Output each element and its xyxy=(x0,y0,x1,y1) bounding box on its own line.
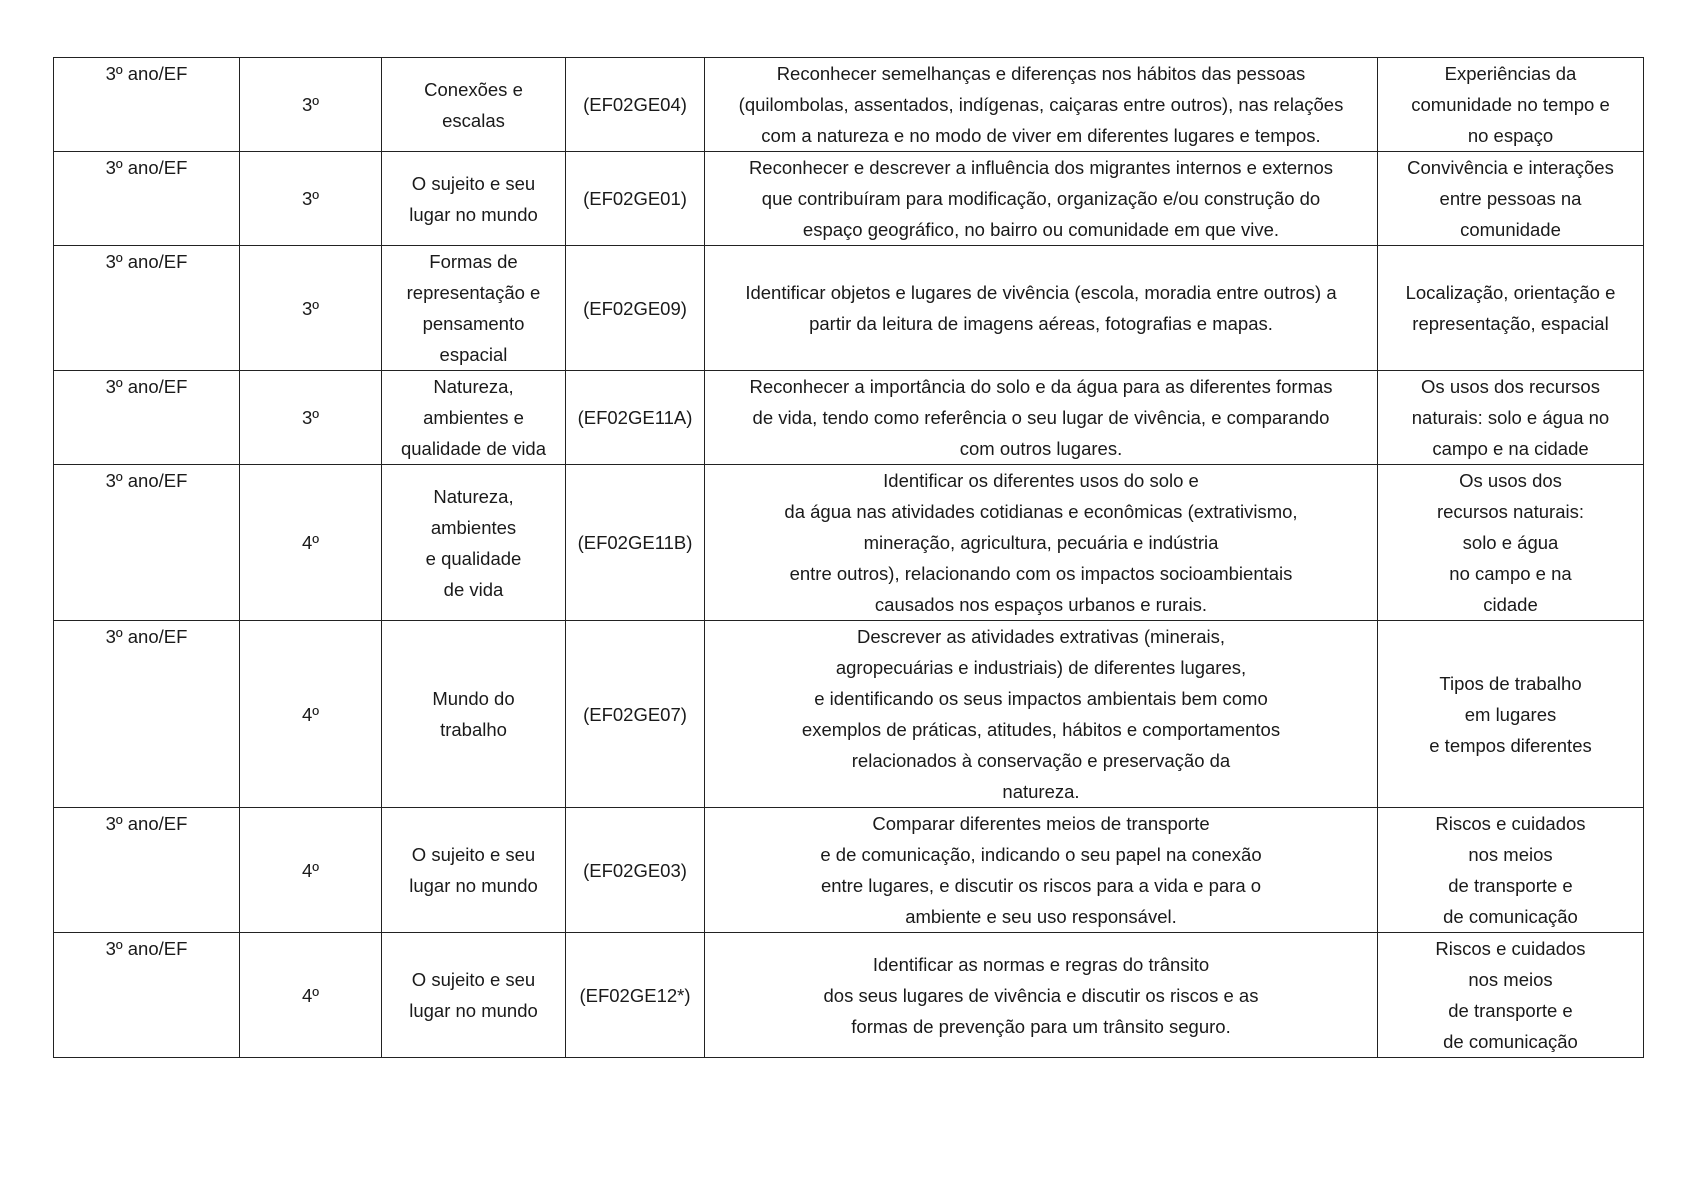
skill-description-line: que contribuíram para modificação, organização e/ou construção do xyxy=(761,188,1321,209)
table-row xyxy=(54,152,1644,246)
year-cell xyxy=(54,371,240,465)
table-row xyxy=(54,808,1644,933)
skill-code-text: (EF02GE07) xyxy=(583,703,687,725)
knowledge-object-line: campo e na cidade xyxy=(1432,438,1589,459)
bimester-cell xyxy=(240,465,382,621)
skill-description-line: exemplos de práticas, atitudes, hábitos e comportamentos xyxy=(801,719,1281,740)
table-row xyxy=(54,465,1644,621)
knowledge-object-line: de transporte e xyxy=(1448,1000,1573,1021)
thematic-unit-line: Mundo do xyxy=(432,688,515,709)
skill-description-line: Identificar os diferentes usos do solo e xyxy=(883,470,1199,491)
skill-code-cell xyxy=(566,58,705,152)
thematic-unit-line: O sujeito e seu xyxy=(411,844,536,865)
bimester-cell xyxy=(240,246,382,371)
skill-description-line: Reconhecer a importância do solo e da água para as diferentes formas xyxy=(749,376,1333,397)
skill-description-line: espaço geográfico, no bairro ou comunidade em que vive. xyxy=(802,219,1280,240)
skill-description-line: dos seus lugares de vivência e discutir os riscos e as xyxy=(823,984,1259,1006)
skill-description-line: entre outros), relacionando com os impactos socioambientais xyxy=(789,563,1293,584)
thematic-unit-line: de vida xyxy=(443,578,504,600)
knowledge-object-line: comunidade no tempo e xyxy=(1411,94,1610,115)
bimester-text: 3º xyxy=(301,188,320,209)
skill-description-line: com outros lugares. xyxy=(959,438,1123,459)
knowledge-object-line: Tipos de trabalho xyxy=(1439,672,1582,694)
skill-code-text: (EF02GE12*) xyxy=(579,984,691,1006)
bimester-cell xyxy=(240,371,382,465)
skill-code-text: (EF02GE11A) xyxy=(577,407,693,428)
bimester-text: 3º xyxy=(301,407,320,428)
thematic-unit-cell xyxy=(382,621,566,808)
thematic-unit-cell xyxy=(382,371,566,465)
skill-description-line: agropecuárias e industriais) de diferentes lugares, xyxy=(835,657,1247,678)
thematic-unit-cell xyxy=(382,58,566,152)
year-text: 3º ano/EF xyxy=(105,63,188,84)
skill-code-text: (EF02GE11B) xyxy=(577,532,693,553)
year-text: 3º ano/EF xyxy=(105,938,188,959)
bimester-text: 4º xyxy=(301,984,320,1006)
skill-code-text: (EF02GE03) xyxy=(583,859,687,881)
thematic-unit-cell xyxy=(382,152,566,246)
thematic-unit-line: Natureza, xyxy=(433,376,514,397)
year-cell xyxy=(54,246,240,371)
knowledge-object-line: no campo e na xyxy=(1449,563,1572,584)
skill-code-text: (EF02GE04) xyxy=(583,94,687,115)
bimester-cell xyxy=(240,621,382,808)
skill-code-cell xyxy=(566,465,705,621)
year-text: 3º ano/EF xyxy=(105,626,188,647)
skill-description-line: relacionados à conservação e preservação da xyxy=(851,750,1231,771)
skill-code-cell xyxy=(566,246,705,371)
skill-description-line: (quilombolas, assentados, indígenas, caiçaras entre outros), nas relações xyxy=(738,94,1344,115)
year-cell xyxy=(54,621,240,808)
knowledge-object-cell xyxy=(1378,465,1644,621)
table-row xyxy=(54,621,1644,808)
thematic-unit-cell xyxy=(382,465,566,621)
bimester-cell xyxy=(240,933,382,1058)
skill-description-line: de vida, tendo como referência o seu lugar de vivência, e comparando xyxy=(752,407,1330,428)
knowledge-object-line: recursos naturais: xyxy=(1436,501,1585,522)
knowledge-object-cell xyxy=(1378,152,1644,246)
skill-description-cell xyxy=(705,371,1378,465)
knowledge-object-line: Os usos dos xyxy=(1459,470,1562,491)
thematic-unit-cell xyxy=(382,246,566,371)
skill-code-cell xyxy=(566,621,705,808)
skill-description-line: e de comunicação, indicando o seu papel na conexão xyxy=(820,844,1262,865)
skill-code-cell xyxy=(566,933,705,1058)
knowledge-object-cell xyxy=(1378,58,1644,152)
year-cell xyxy=(54,152,240,246)
knowledge-object-line: Experiências da xyxy=(1444,63,1577,84)
skill-description-line: com a natureza e no modo de viver em diferentes lugares e tempos. xyxy=(761,125,1321,146)
knowledge-object-line: no espaço xyxy=(1467,125,1554,146)
table-row xyxy=(54,371,1644,465)
skill-description-cell xyxy=(705,152,1378,246)
skill-description-line: da água nas atividades cotidianas e econômicas (extrativismo, xyxy=(784,501,1298,522)
skill-description-cell xyxy=(705,808,1378,933)
thematic-unit-line: qualidade de vida xyxy=(400,438,547,459)
thematic-unit-cell xyxy=(382,808,566,933)
skill-description-line: natureza. xyxy=(1002,781,1080,802)
knowledge-object-line: Riscos e cuidados xyxy=(1435,938,1586,959)
bimester-text: 4º xyxy=(301,532,320,553)
skill-description-cell xyxy=(705,58,1378,152)
skill-description-cell xyxy=(705,465,1378,621)
bimester-cell xyxy=(240,58,382,152)
year-cell xyxy=(54,808,240,933)
knowledge-object-line: em lugares xyxy=(1464,703,1557,725)
knowledge-object-cell xyxy=(1378,371,1644,465)
year-text: 3º ano/EF xyxy=(105,251,188,272)
table-row xyxy=(54,58,1644,152)
skill-code-text: (EF02GE01) xyxy=(583,188,687,209)
skill-code-cell xyxy=(566,371,705,465)
thematic-unit-line: ambientes xyxy=(430,516,517,538)
knowledge-object-line: de transporte e xyxy=(1448,875,1573,896)
bimester-text: 4º xyxy=(301,703,320,725)
thematic-unit-line: ambientes e xyxy=(423,407,524,428)
knowledge-object-line: Riscos e cuidados xyxy=(1435,813,1586,834)
year-text: 3º ano/EF xyxy=(105,376,188,397)
knowledge-object-line: entre pessoas na xyxy=(1439,188,1582,209)
thematic-unit-line: pensamento xyxy=(422,313,525,334)
skill-description-line: e identificando os seus impactos ambientais bem como xyxy=(814,688,1268,709)
thematic-unit-line: trabalho xyxy=(440,719,507,740)
skill-code-cell xyxy=(566,152,705,246)
knowledge-object-cell xyxy=(1378,933,1644,1058)
skill-description-line: formas de prevenção para um trânsito seguro. xyxy=(851,1015,1231,1037)
year-text: 3º ano/EF xyxy=(105,157,188,178)
knowledge-object-line: e tempos diferentes xyxy=(1429,734,1592,756)
knowledge-object-line: nos meios xyxy=(1468,969,1553,990)
table-body xyxy=(54,58,1644,1058)
thematic-unit-line: Natureza, xyxy=(433,485,514,507)
thematic-unit-cell xyxy=(382,933,566,1058)
knowledge-object-cell xyxy=(1378,808,1644,933)
skill-description-line: Identificar objetos e lugares de vivência (escola, moradia entre outros) a xyxy=(745,282,1337,303)
bimester-text: 3º xyxy=(301,94,320,115)
skill-description-line: Reconhecer semelhanças e diferenças nos hábitos das pessoas xyxy=(776,63,1306,84)
skill-description-cell xyxy=(705,246,1378,371)
thematic-unit-line: e qualidade xyxy=(425,547,522,569)
thematic-unit-line: lugar no mundo xyxy=(409,875,538,896)
skill-description-line: Reconhecer e descrever a influência dos migrantes internos e externos xyxy=(748,157,1334,178)
knowledge-object-line: de comunicação xyxy=(1443,906,1578,927)
year-cell xyxy=(54,58,240,152)
skill-description-line: Identificar as normas e regras do trânsito xyxy=(872,953,1210,975)
thematic-unit-line: O sujeito e seu xyxy=(411,172,536,194)
thematic-unit-line: Formas de xyxy=(429,251,518,272)
knowledge-object-cell xyxy=(1378,621,1644,808)
bimester-cell xyxy=(240,152,382,246)
knowledge-object-line: solo e água xyxy=(1462,532,1559,553)
bimester-text: 4º xyxy=(301,859,320,881)
thematic-unit-line: escalas xyxy=(442,109,505,131)
skill-description-line: entre lugares, e discutir os riscos para a vida e para o xyxy=(820,875,1262,896)
year-cell xyxy=(54,465,240,621)
year-text: 3º ano/EF xyxy=(105,813,188,834)
skill-description-line: Comparar diferentes meios de transporte xyxy=(872,813,1210,834)
thematic-unit-line: O sujeito e seu xyxy=(411,969,536,990)
thematic-unit-line: lugar no mundo xyxy=(409,1000,538,1021)
knowledge-object-line: nos meios xyxy=(1468,844,1553,865)
skill-description-line: Descrever as atividades extrativas (minerais, xyxy=(856,626,1226,647)
knowledge-object-line: naturais: solo e água no xyxy=(1411,407,1610,428)
thematic-unit-line: representação e xyxy=(406,282,541,303)
year-text: 3º ano/EF xyxy=(105,470,188,491)
knowledge-object-line: de comunicação xyxy=(1443,1031,1578,1052)
skill-description-cell xyxy=(705,933,1378,1058)
skill-description-line: mineração, agricultura, pecuária e indústria xyxy=(863,532,1219,553)
thematic-unit-line: lugar no mundo xyxy=(409,203,538,225)
knowledge-object-line: cidade xyxy=(1483,594,1538,615)
bimester-text: 3º xyxy=(301,297,320,319)
knowledge-object-line: representação, espacial xyxy=(1412,313,1609,334)
table-row xyxy=(54,246,1644,371)
skill-code-text: (EF02GE09) xyxy=(583,297,687,319)
knowledge-object-line: Convivência e interações xyxy=(1407,157,1614,178)
table-row xyxy=(54,933,1644,1058)
bimester-cell xyxy=(240,808,382,933)
skill-code-cell xyxy=(566,808,705,933)
knowledge-object-line: Localização, orientação e xyxy=(1405,282,1616,303)
knowledge-object-cell xyxy=(1378,246,1644,371)
thematic-unit-line: Conexões e xyxy=(424,78,523,100)
skill-description-line: ambiente e seu uso responsável. xyxy=(905,906,1177,927)
curriculum-table xyxy=(53,57,1644,1058)
year-cell xyxy=(54,933,240,1058)
skill-description-cell xyxy=(705,621,1378,808)
skill-description-line: causados nos espaços urbanos e rurais. xyxy=(874,594,1208,615)
knowledge-object-line: Os usos dos recursos xyxy=(1421,376,1600,397)
skill-description-line: partir da leitura de imagens aéreas, fotografias e mapas. xyxy=(809,313,1273,334)
knowledge-object-line: comunidade xyxy=(1460,219,1561,240)
thematic-unit-line: espacial xyxy=(439,344,508,365)
